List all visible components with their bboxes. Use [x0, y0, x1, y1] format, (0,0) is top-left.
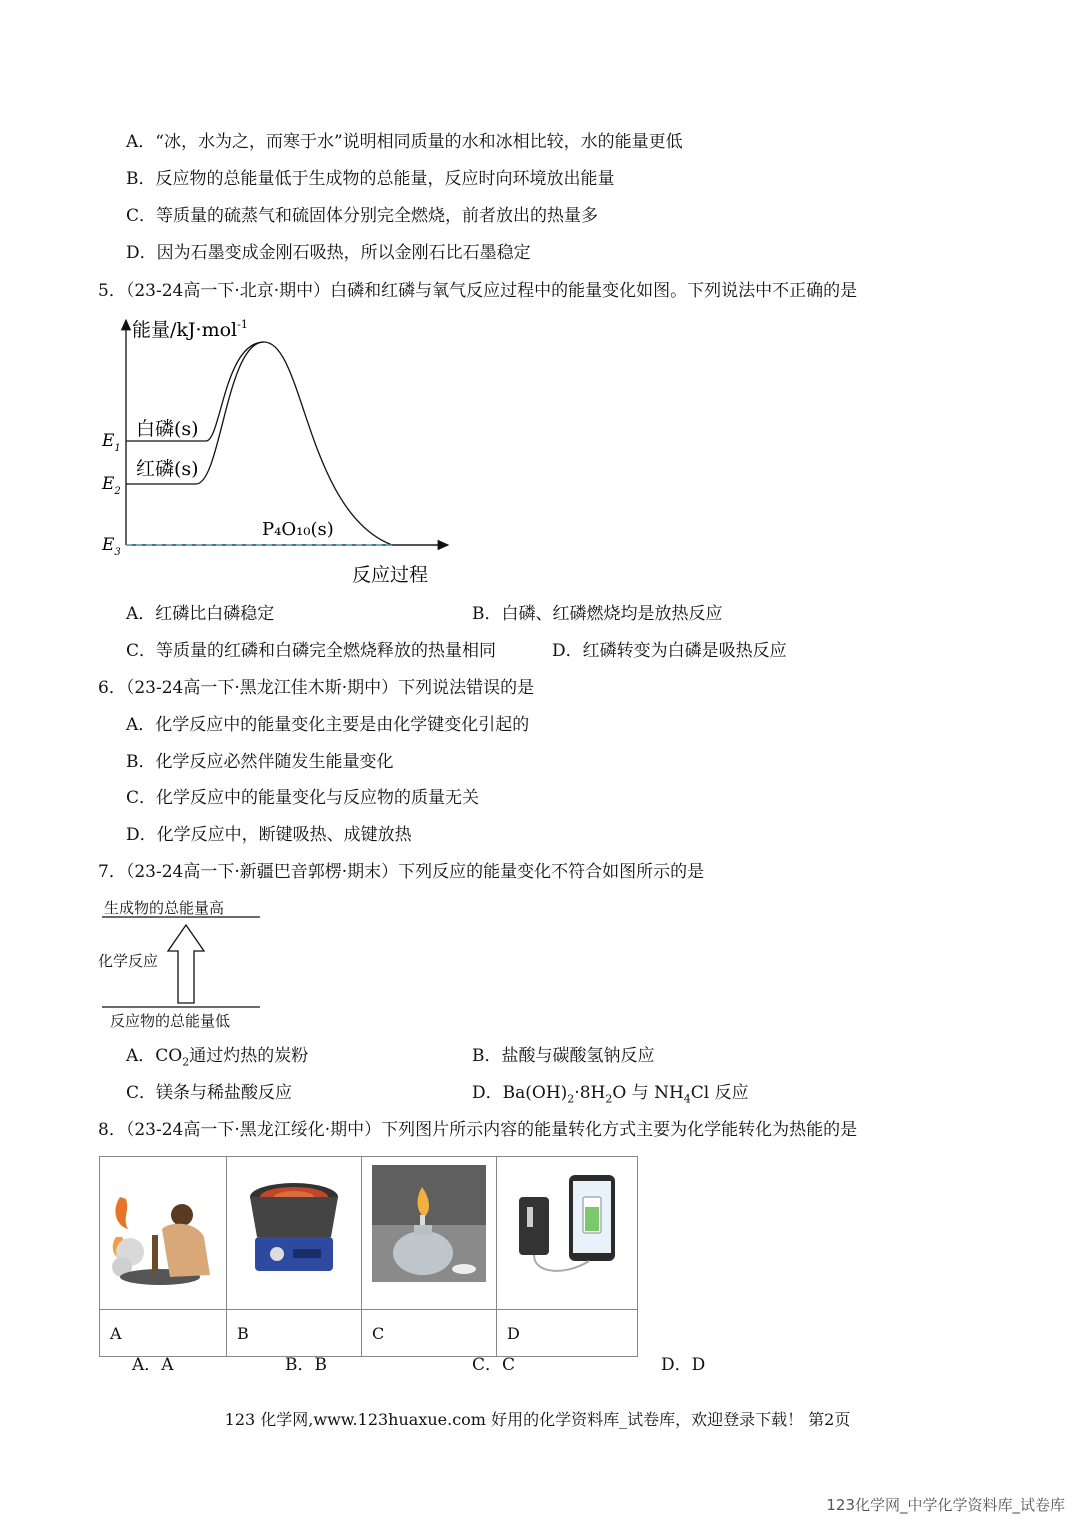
q7-option-d: D．$Ba(OH)_2\cdot 8H_2O$ 与 $NH_4Cl$ 反应: [472, 1083, 749, 1106]
reaction-label: 化学反应: [98, 952, 159, 970]
image-cell-c: [362, 1157, 497, 1310]
y-axis-label: 能量/kJ·mol$^{-1}$: [132, 318, 248, 341]
red-phosphorus-label: 红磷(s): [136, 458, 199, 480]
q8-option-c: C．C: [472, 1355, 516, 1375]
products-energy-label: 生成物的总能量高: [104, 899, 225, 917]
q8-option-a: A．A: [132, 1355, 174, 1375]
energy-arrow: [96, 893, 266, 1033]
q6-option-d: D．化学反应中，断键吸热、成键放热: [126, 825, 412, 845]
alcohol-lamp-image: [362, 1157, 496, 1304]
q7-option-c: C．镁条与稀盐酸反应: [126, 1083, 293, 1103]
page-footer: 123 化学网,www.123huaxue.com 好用的化学资料库_试卷库，欢迎登录下载！ 第2页: [224, 1410, 851, 1429]
reactants-energy-label: 反应物的总能量低: [110, 1012, 231, 1030]
q4-option-b: B．反应物的总能量低于生成物的总能量，反应时向环境放出能量: [126, 169, 615, 189]
q6-option-c: C．化学反应中的能量变化与反应物的质量无关: [126, 788, 480, 808]
image-cell-d: [497, 1157, 638, 1310]
watermark-text: 123化学网_中学化学资料库_试卷库: [826, 1496, 1065, 1514]
q8-stem: 8．（23-24高一下·黑龙江绥化·期中）下列图片所示内容的能量转化方式主要为化学能转化为热能的是: [98, 1120, 858, 1140]
q4-option-d: D．因为石墨变成金刚石吸热，所以金刚石比石墨稳定: [126, 243, 531, 263]
e3-label: $E_3$: [102, 535, 121, 558]
q4-option-a: A．“冰，水为之，而寒于水”说明相同质量的水和冰相比较，水的能量更低: [126, 132, 683, 152]
white-phosphorus-label: 白磷(s): [136, 418, 199, 440]
product-label: P₄O₁₀(s): [262, 519, 334, 540]
table-label-a: A: [100, 1310, 227, 1357]
q8-option-b: B．B: [285, 1355, 327, 1375]
q5-option-c: C．等质量的红磷和白磷完全燃烧释放的热量相同: [126, 641, 497, 661]
energy-diagram-phosphorus: [96, 312, 456, 592]
q5-option-b: B．白磷、红磷燃烧均是放热反应: [472, 604, 723, 624]
q5-option-a: A．红磷比白磷稳定: [126, 604, 275, 624]
table-label-c: C: [362, 1310, 497, 1357]
q7-option-a: A．$CO_2$通过灼热的炭粉: [126, 1046, 309, 1069]
table-label-d: D: [497, 1310, 638, 1357]
white-phosphorus-curve: [126, 342, 392, 545]
image-cell-b: [227, 1157, 362, 1310]
energy-level-diagram: [96, 893, 266, 1033]
electric-stove-image: [227, 1157, 361, 1304]
q8-image-table: [99, 1156, 638, 1357]
q4-option-c: C．等质量的硫蒸气和硫固体分别完全燃烧，前者放出的热量多: [126, 206, 599, 226]
e1-label: $E_1$: [102, 431, 121, 454]
q7-option-b: B．盐酸与碳酸氢钠反应: [472, 1046, 655, 1066]
q6-stem: 6．（23-24高一下·黑龙江佳木斯·期中）下列说法错误的是: [98, 678, 535, 698]
power-bank-phone-image: [497, 1157, 637, 1304]
q8-option-d: D．D: [661, 1355, 706, 1375]
x-axis-label: 反应过程: [352, 564, 429, 586]
caveman-fire-image: [100, 1157, 226, 1304]
q5-stem: 5．（23-24高一下·北京·期中）白磷和红磷与氧气反应过程中的能量变化如图。下列说法中不正确的是: [98, 281, 858, 301]
q7-stem: 7．（23-24高一下·新疆巴音郭楞·期末）下列反应的能量变化不符合如图所示的是: [98, 862, 705, 882]
image-cell-a: [100, 1157, 227, 1310]
q6-option-b: B．化学反应必然伴随发生能量变化: [126, 752, 394, 772]
e2-label: $E_2$: [102, 474, 121, 497]
table-label-b: B: [227, 1310, 362, 1357]
q6-option-a: A．化学反应中的能量变化主要是由化学键变化引起的: [126, 715, 530, 735]
q5-option-d: D．红磷转变为白磷是吸热反应: [552, 641, 787, 661]
